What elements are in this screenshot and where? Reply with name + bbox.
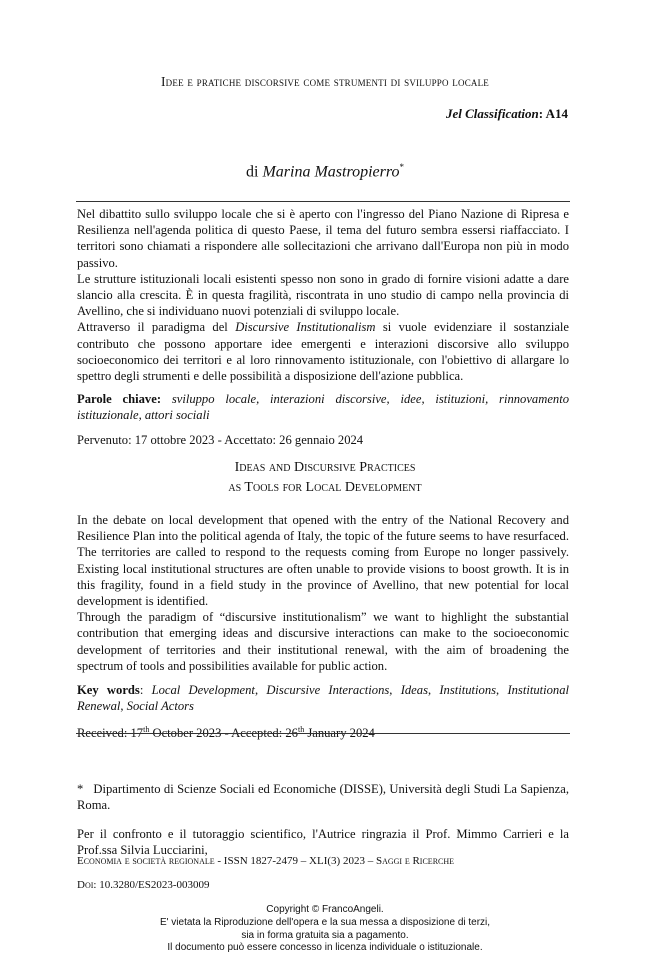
footnote-affiliation-text: Dipartimento di Scienze Sociali ed Economiche (DISSE), Università degli Studi La Sapienza, Roma. [77,781,569,812]
keyword-6: Social Actors [126,699,194,714]
copyright-line-3: sia in forma gratuita sia a pagamento. [241,929,409,941]
received-prefix: Received: 17 [77,726,144,741]
journal-name: Economia e società regionale [77,855,215,867]
english-title-line-2: as Tools for Local Development [228,480,422,495]
abstract-en-paragraph-1: In the debate on local development that opened with the entry of the National Recovery and Resilience Plan into the political agenda of Italy, the topic of the future seems to have resurfaced. The territories are called to respond to the requests coming from Europe no longer passively. Existing local institutional structures are often unable to provide visions to boost growth. It is in this fragility, found in a field study in the province of Avellino, that new potential for local development is identified. [77,513,569,609]
abstract-it-paragraph-1: Nel dibattito sullo sviluppo locale che si è aperto con l'ingresso del Piano Nazione di Ripresa e Resilienza nell'agenda politica di questo Paese, il tema del futuro sembra essersi riaffacciato. I territori sono chiamati a rispondere alle sollecitazioni che arrivano dall'Europa non più in modo passivo. [77,207,569,270]
keywords-italian [77,391,569,423]
keyword-sep-3: , [427,683,440,698]
abstract-italian [77,206,569,448]
author-line [0,162,650,181]
journal-section: Saggi e Ricerche [375,855,455,867]
author-footnote-mark: * [399,162,404,172]
keyword-1: Local Development [151,683,255,698]
keywords-it-label: Parole chiave: [77,392,162,407]
footnote-affiliation [77,781,569,813]
jel-classification [446,106,568,122]
english-title-line-1: Ideas and Discursive Practices [234,460,416,475]
keyword-5: Institutional Renewal [77,683,570,714]
abstract-en-paragraph-2: Through the paradigm of “discursive institutionalism” we want to highlight the substantial contribution that emerging ideas and discursive interactions can make to the socioeconomic development of territories and their institutional renewal, with the aim of broadening the spectrum of tools and possibilities available for public action. [77,610,569,673]
keyword-2: Discursive Interactions [266,683,390,698]
keyword-sep-4: , [496,683,508,698]
copyright-line-1: Copyright © FrancoAngeli. [266,904,384,915]
keyword-sep-1: , [254,683,267,698]
keywords-en-label: Key words [77,683,140,698]
accepted-sup: th [297,725,305,735]
doi: Doi: 10.3280/ES2023-003009 [77,879,210,891]
copyright-line-4: Il documento può essere concesso in licenza individuale o istituzionale. [167,942,483,954]
footnote-thanks: Per il confronto e il tutoraggio scientifico, l'Autrice ringrazia il Prof. Mimmo Carrieri e la Prof.ssa Silvia Lucciarini, [77,826,569,857]
keyword-sep-5: , [120,699,127,714]
abstract-english [77,512,569,742]
journal-details: - ISSN 1827-2479 – XLI(3) 2023 – [214,855,376,867]
author-prefix: di [246,163,259,181]
keywords-english [77,682,569,714]
abstract-it-p3-start: Attraverso il paradigma del [77,320,236,335]
keyword-sep-2: , [389,683,401,698]
author-name: Marina Mastropierro [262,163,400,181]
article-title-italian: Idee e pratiche discorsive come strumenti di sviluppo locale [160,74,489,89]
jel-code: : A14 [538,106,568,121]
keywords-it-list: sviluppo locale, interazioni discorsive, idee, istituzioni, rinnovamento istituzionale, attori sociali [77,392,570,423]
abstract-it-p3-italic: Discursive Institutionalism [235,320,376,335]
journal-info [77,855,454,867]
received-sup: th [143,725,150,735]
copyright-notice [0,904,650,955]
article-title-english [0,458,650,498]
accepted-end: January 2024 [304,726,375,741]
dates-italian: Pervenuto: 17 ottobre 2023 - Accettato: 26 gennaio 2024 [77,432,364,447]
abstract-it-paragraph-3 [77,319,569,384]
copyright-line-2: E' vietata la Riproduzione dell'opera e la sua messa a disposizione di terzi, [159,916,491,928]
abstract-bottom-rule [76,733,570,734]
received-mid: October 2023 - Accepted: 26 [149,726,298,741]
abstract-it-p3-end: si vuole evidenziare il sostanziale contributo che possono apportare idee emergenti e interazioni discorsive allo sviluppo socioeconomico dei territori e al loro rinnovamento istituzionale, con l'obiettivo di allargare lo spettro degli strumenti e delle possibilità a disposizione dell'azione pubblica. [77,320,570,384]
abstract-it-paragraph-2: Le strutture istituzionali locali esistenti spesso non sono in grado di fornire visioni adatte a dare slancio alla crescita. È in questa fragilità, riscontrata in uno studio di campo nella provincia di Avellino, che si individuano nuovi potenziali di sviluppo locale. [77,271,569,319]
abstract-top-rule [76,201,570,202]
jel-label: Jel Classification [445,106,539,121]
keywords-en-sep: : [139,683,152,698]
footnote-mark: * [77,781,84,796]
keyword-3: Ideas [400,683,428,698]
keyword-4: Institutions [439,683,497,698]
